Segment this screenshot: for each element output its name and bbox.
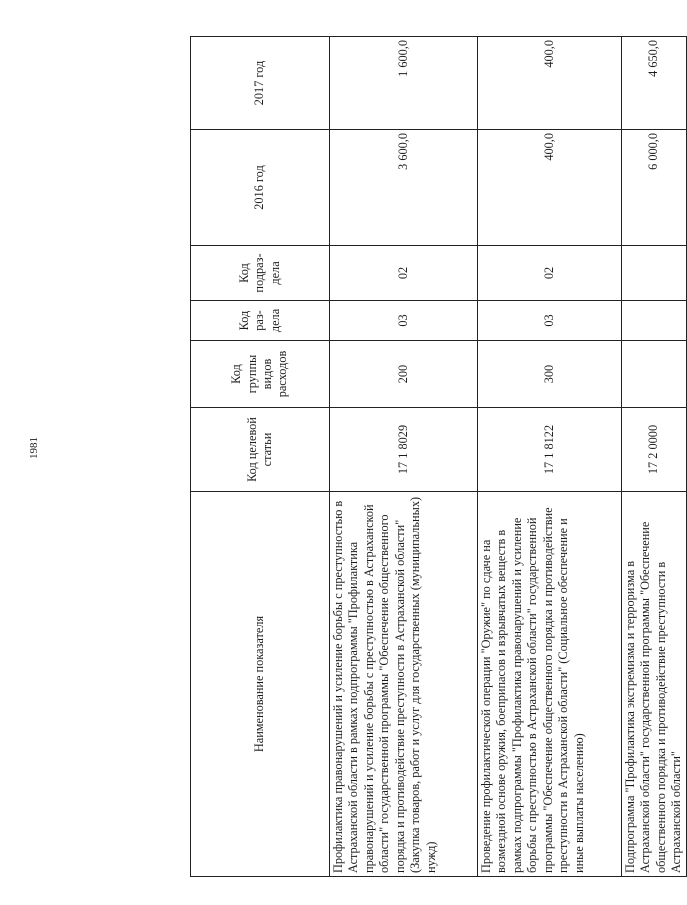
budget-table <box>190 36 687 877</box>
header-rz: Код раз-дела <box>191 301 330 341</box>
row-rz: 03 <box>478 301 622 341</box>
row-2016: 400,0 <box>478 130 622 246</box>
table-wrapper <box>190 37 684 877</box>
row-prz: 02 <box>478 246 622 301</box>
table-row <box>478 37 622 877</box>
header-2017: 2017 год <box>191 37 330 130</box>
row-2017: 400,0 <box>478 37 622 130</box>
row-vr: 300 <box>478 341 622 408</box>
header-vr: Код группы видов расходов <box>191 341 330 408</box>
row-name: Проведение профилактической операции "Оружие" по сдаче на возмездной основе оружия, боеприпасов и взрывчатых веществ в рамках подпрограммы "Профилактика правонарушений и усиление борьбы с преступностью в Астраханской области" государственной программы "Обеспечение общественного порядка и противодействие преступности в Астраханской области" (Социальное обеспечение и иные выплаты населению) <box>478 492 622 877</box>
row-prz <box>622 246 687 301</box>
rotated-table-area <box>190 37 684 877</box>
row-2016: 6 000,0 <box>622 130 687 246</box>
header-2016: 2016 год <box>191 130 330 246</box>
row-prz: 02 <box>330 246 478 301</box>
header-csr: Код целевой статьи <box>191 408 330 492</box>
table-header-row <box>191 37 330 877</box>
row-name: Профилактика правонарушений и усиление борьбы с преступностью в Астраханской области в рамках подпрограммы "Профилактика правонарушений и усиление борьбы с преступностью в Астраханской области" государственной программы "Обеспечение общественного порядка и противодействие преступности в Астраханской области" (Закупка товаров, работ и услуг для государственных (муниципальных) нужд) <box>330 492 478 877</box>
header-prz: Код подраз-дела <box>191 246 330 301</box>
header-name: Наименование показателя <box>191 492 330 877</box>
table-row <box>330 37 478 877</box>
row-2017: 1 600,0 <box>330 37 478 130</box>
table-row <box>622 37 687 877</box>
row-name: Подпрограмма "Профилактика экстремизма и терроризма в Астраханской области" государственной программы "Обеспечение общественного порядка и противодействие преступности в Астраханской области" <box>622 492 687 877</box>
row-vr <box>622 341 687 408</box>
row-csr: 17 1 8029 <box>330 408 478 492</box>
row-2016: 3 600,0 <box>330 130 478 246</box>
page-number: 1981 <box>28 437 40 459</box>
row-rz <box>622 301 687 341</box>
row-csr: 17 2 0000 <box>622 408 687 492</box>
row-vr: 200 <box>330 341 478 408</box>
row-rz: 03 <box>330 301 478 341</box>
row-2017: 4 650,0 <box>622 37 687 130</box>
row-csr: 17 1 8122 <box>478 408 622 492</box>
